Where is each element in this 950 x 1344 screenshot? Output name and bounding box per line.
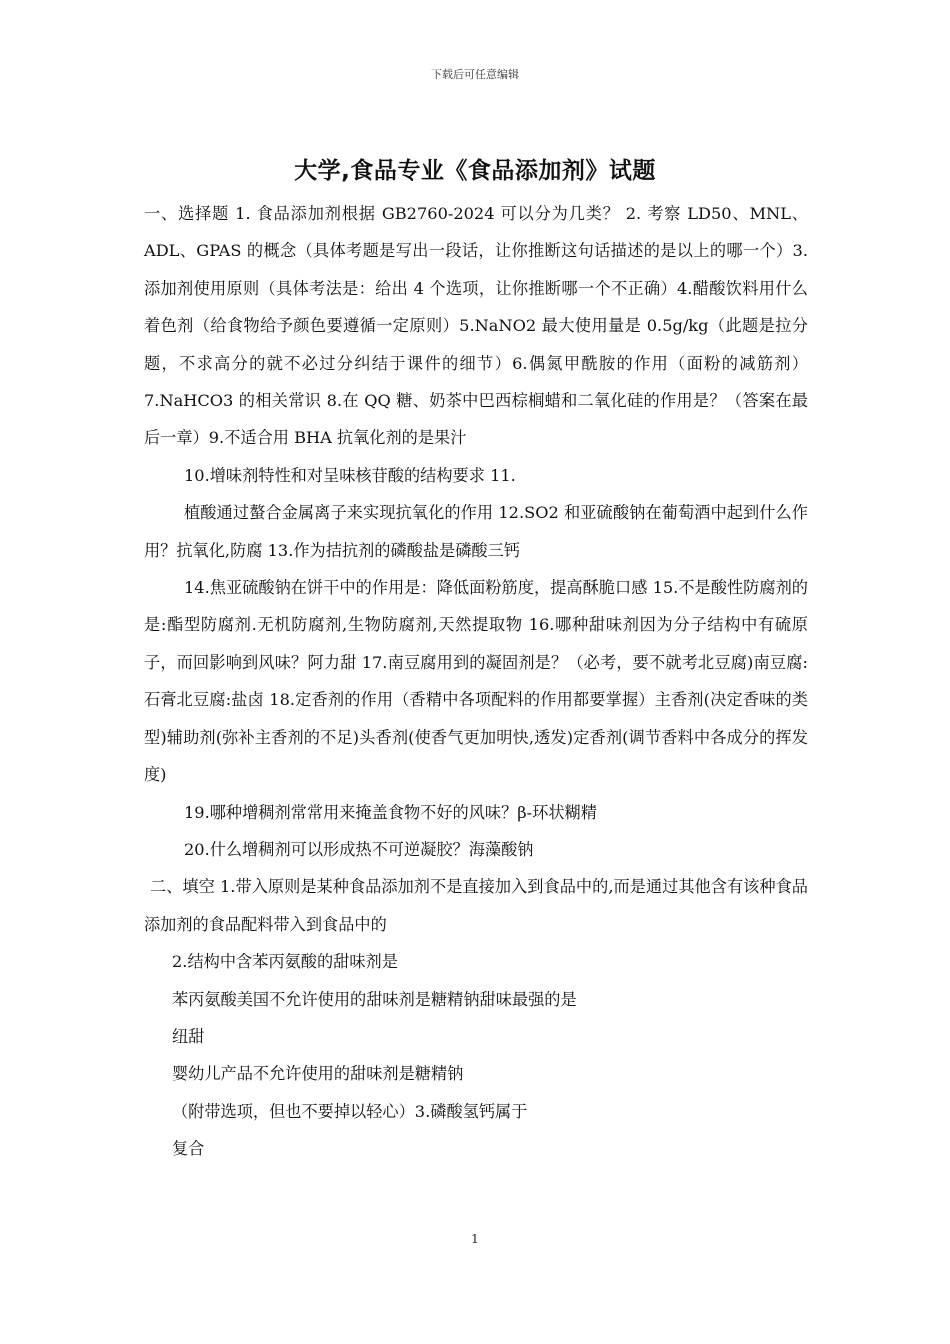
paragraph-fill-in-blank: 二、填空 1.带入原则是某种食品添加剂不是直接加入到食品中的,而是通过其他含有该种食品添加剂的食品配料带入到食品中的	[144, 877, 808, 934]
paragraph-questions-14-18: 14.焦亚硫酸钠在饼干中的作用是：降低面粉筋度，提高酥脆口感 15.不是酸性防腐剂的是:酯型防腐剂.无机防腐剂,生物防腐剂,天然提取物 16.哪种甜味剂因为分子结构中有硫原子，而回影响到风味？阿力甜 17.南豆腐用到的凝固剂是？（必考，要不就考北豆腐)南豆腐:石膏北豆腐:盐卤 18.定香剂的作用（香精中各项配料的作用都要掌握）主香剂(决定香味的类型)辅助剂(弥补主香剂的不足)头香剂(使香气更加明快,透发)定香剂(调节香料中各成分的挥发度)	[144, 578, 808, 785]
paragraph-choice-questions: 一、选择题 1. 食品添加剂根据 GB2760-2024 可以分为几类？ 2. 考察 LD50、MNL、ADL、GPAS 的概念（具体考题是写出一段话，让你推断这句话描述的是以上的哪一个）3.添加剂使用原则（具体考法是：给出 4 个选项，让你推断哪一个不正确）4.醋酸饮料用什么着色剂（给食物给予颜色要遵循一定原则）5.NaNO2 最大使用量是 0.5g/kg（此题是拉分题，不求高分的就不必过分纠结于课件的细节）6.偶氮甲酰胺的作用（面粉的减筋剂）7.NaHCO3 的相关常识 8.在 QQ 糖、奶茶中巴西棕榈蜡和二氧化硅的作用是？（答案在最后一章）9.不适合用 BHA 抗氧化剂的是果汁	[144, 204, 808, 448]
page-number: 1	[471, 1232, 479, 1246]
fill-line-3: 纽甜	[172, 1026, 205, 1046]
fill-line-5: （附带选项，但也不要掉以轻心）3.磷酸氢钙属于	[172, 1101, 528, 1121]
paragraph-question-10: 10.增味剂特性和对呈味核苷酸的结构要求 11.	[184, 465, 516, 485]
fill-line-2: 苯丙氨酸美国不允许使用的甜味剂是糖精钠甜味最强的是	[172, 989, 577, 1009]
fill-line-6: 复合	[172, 1139, 205, 1159]
fill-line-4: 婴幼儿产品不允许使用的甜味剂是糖精钠	[172, 1064, 464, 1084]
document-title: 大学,食品专业《食品添加剂》试题	[294, 158, 656, 184]
header-note: 下载后可任意编辑	[431, 68, 519, 81]
paragraph-question-20: 20.什么增稠剂可以形成热不可逆凝胶？海藻酸钠	[184, 839, 534, 859]
fill-line-1: 2.结构中含苯丙氨酸的甜味剂是	[172, 952, 398, 972]
paragraph-questions-11-13: 植酸通过螯合金属离子来实现抗氧化的作用 12.SO2 和亚硫酸钠在葡萄酒中起到什么作用？抗氧化,防腐 13.作为拮抗剂的磷酸盐是磷酸三钙	[144, 503, 808, 560]
paragraph-question-19: 19.哪种增稠剂常常用来掩盖食物不好的风味？β-环状糊精	[184, 802, 597, 822]
document-body	[144, 195, 808, 1168]
